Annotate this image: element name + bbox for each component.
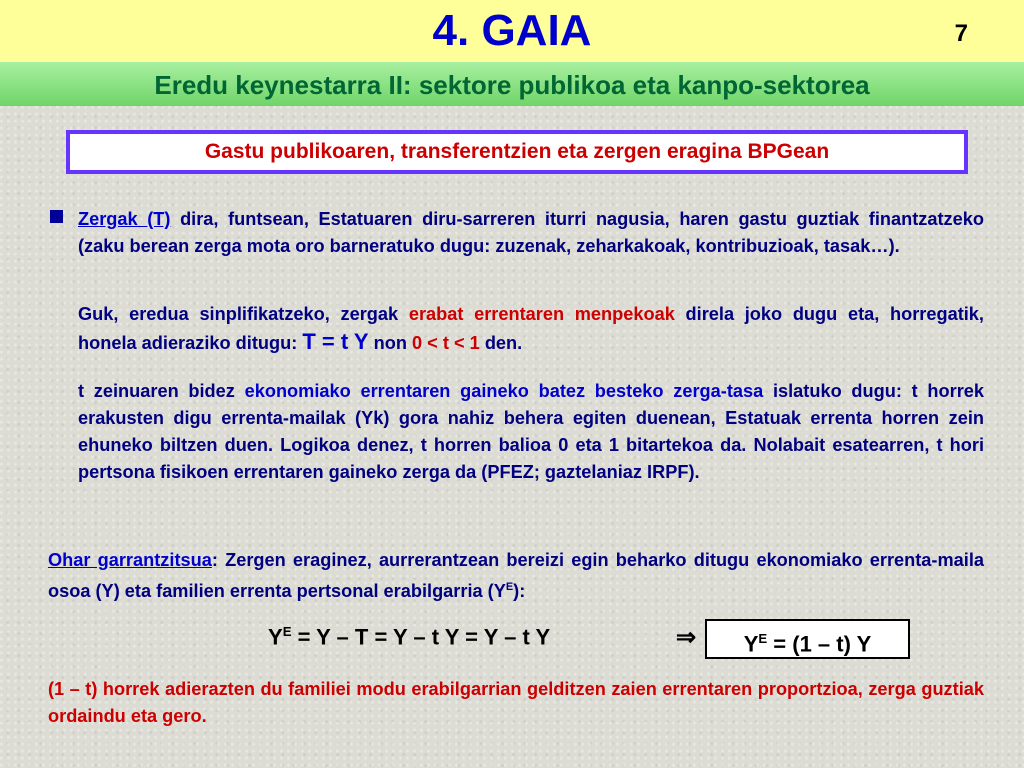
p2-text-d: den. bbox=[479, 333, 523, 353]
paragraph-interpretation: (1 – t) horrek adierazten du familiei modu erabilgarrian gelditzen zaien errentaren proportzioa, zerga guztiak ordaindu eta gero. bbox=[48, 679, 984, 726]
page-number: 7 bbox=[954, 20, 968, 47]
income-dependent-highlight: erabat errentaren menpekoak bbox=[408, 304, 675, 324]
subtitle-bar bbox=[0, 62, 1024, 106]
result-equation-box bbox=[705, 619, 910, 659]
result-superscript: E bbox=[758, 631, 768, 646]
eq-y: Y bbox=[268, 624, 283, 650]
tax-rate-range: 0 < t < 1 bbox=[412, 333, 480, 353]
average-tax-rate-highlight: ekonomiako errentaren gaineko batez besteko zerga-tasa bbox=[244, 381, 764, 401]
title-bar bbox=[0, 0, 1024, 62]
important-note-label[interactable]: Ohar garrantzitsua bbox=[48, 550, 212, 570]
note-colon: : bbox=[211, 550, 218, 570]
p3-text-b: islatuko dugu: t horrek erakusten digu errenta-mailak (Yk) gora nahiz behera egiten duenean, Estatuak errenta horren zein ehuneko biltzen duen. Logikoa denez, t horren balioa 0 eta 1 bitartekoa da. Nolabait esatearren, t hori pertsona fisikoen errentaren gaineko zerga da (PFEZ; gaztelaniaz IRPF). bbox=[78, 381, 984, 482]
paragraph-tax-rate bbox=[78, 378, 984, 486]
implies-arrow-icon: ⇒ bbox=[676, 624, 697, 651]
eq-superscript: E bbox=[282, 624, 292, 639]
slide-subtitle: Eredu keynestarra II: sektore publikoa eta kanpo-sektorea bbox=[154, 70, 870, 100]
note-text-a: Zergen eraginez, aurrerantzean bereizi egin beharko ditugu ekonomiako errenta-maila osoa (Y) eta familien errenta pertsonal erabilgarria (Y bbox=[48, 550, 984, 602]
slide-title: 4. GAIA bbox=[432, 6, 592, 55]
p2-text-a: Guk, eredua sinplifikatzeko, zergak bbox=[78, 304, 409, 324]
paragraph-taxes bbox=[78, 206, 984, 260]
paragraph-taxes-text: dira, funtsean, Estatuaren diru-sarreren iturri nagusia, haren gastu guztiak finantzatzeko (zaku berean zerga mota oro barneratuko dugu: zuzenak, zeharkakoak, kontribuzioak, tasak…). bbox=[78, 209, 984, 256]
section-heading-box: Gastu publikoaren, transferentzien eta zergen eragina BPGean bbox=[66, 130, 968, 174]
note-text-b: ): bbox=[513, 581, 526, 602]
p3-text-a: t zeinuaren bidez bbox=[78, 381, 245, 401]
bullet-square-icon bbox=[50, 210, 63, 223]
tax-formula: T = t Y bbox=[302, 329, 369, 354]
note-superscript: E bbox=[505, 581, 514, 593]
eq-rest: = Y – T = Y – t Y = Y – t Y bbox=[291, 624, 551, 650]
taxes-link[interactable]: Zergak (T) bbox=[78, 209, 171, 229]
disposable-income-equation bbox=[268, 624, 550, 650]
result-rest: = (1 – t) Y bbox=[767, 631, 872, 657]
result-y: Y bbox=[743, 631, 759, 657]
paragraph-simplification bbox=[78, 301, 984, 357]
p2-text-c: non bbox=[368, 333, 413, 353]
p2-text-b: direla joko dugu eta, horregatik, honela adieraziko ditugu: bbox=[78, 304, 984, 353]
important-note bbox=[48, 547, 984, 605]
